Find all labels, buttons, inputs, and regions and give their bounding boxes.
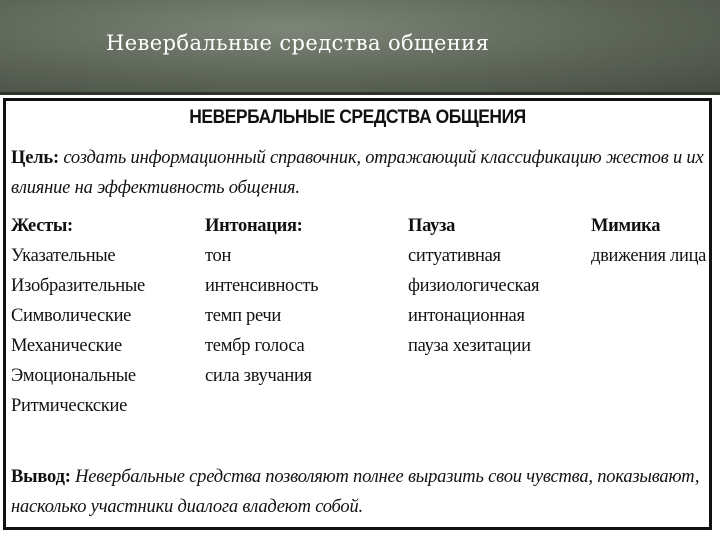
list-item: темп речи [205,306,282,326]
conclusion-text-1: Невербальные средства позволяют полнее выразить свои чувства, показывают, [75,467,700,487]
goal-section [11,143,704,203]
list-item: Изобразительные [11,276,145,296]
list-item: Ритмическские [11,396,128,416]
conclusion-line-1 [11,462,706,492]
column-pause [408,211,539,361]
column-heading: Интонация: [205,216,303,236]
list-item: пауза хезитации [408,336,531,356]
list-item: тон [205,246,232,266]
list-item: сила звучания [205,366,312,386]
header-divider [0,92,720,95]
goal-text-1: создать информационный справочник, отражающий классификацию жестов и их [63,148,704,168]
column-facial-expression [591,211,706,271]
conclusion-text-2: насколько участники диалога владеют собой. [11,497,363,517]
list-item: Указательные [11,246,116,266]
list-item: Эмоциональные [11,366,136,386]
column-intonation [205,211,318,391]
slide-header [0,0,720,93]
goal-text-2: влияние на эффективность общения. [11,178,300,198]
conclusion-section [11,462,706,522]
slide-title: Невербальные средства общения [106,31,490,55]
list-item: физиологическая [408,276,540,296]
list-item: тембр голоса [205,336,305,356]
list-item: Символические [11,306,132,326]
document-heading: НЕВЕРБАЛЬНЫЕ СРЕДСТВА ОБЩЕНИЯ [189,107,526,128]
list-item: движения лица [591,246,707,266]
column-heading: Мимика [591,216,661,236]
list-item: интонационная [408,306,525,326]
list-item: ситуативная [408,246,501,266]
column-gestures [11,211,145,421]
column-heading: Жесты: [11,216,73,236]
list-item: Механические [11,336,122,356]
goal-label: Цель: [11,148,59,168]
list-item: интенсивность [205,276,319,296]
conclusion-label: Вывод: [11,467,71,487]
column-heading: Пауза [408,216,456,236]
scanned-document [3,98,712,530]
goal-line-1 [11,143,704,173]
